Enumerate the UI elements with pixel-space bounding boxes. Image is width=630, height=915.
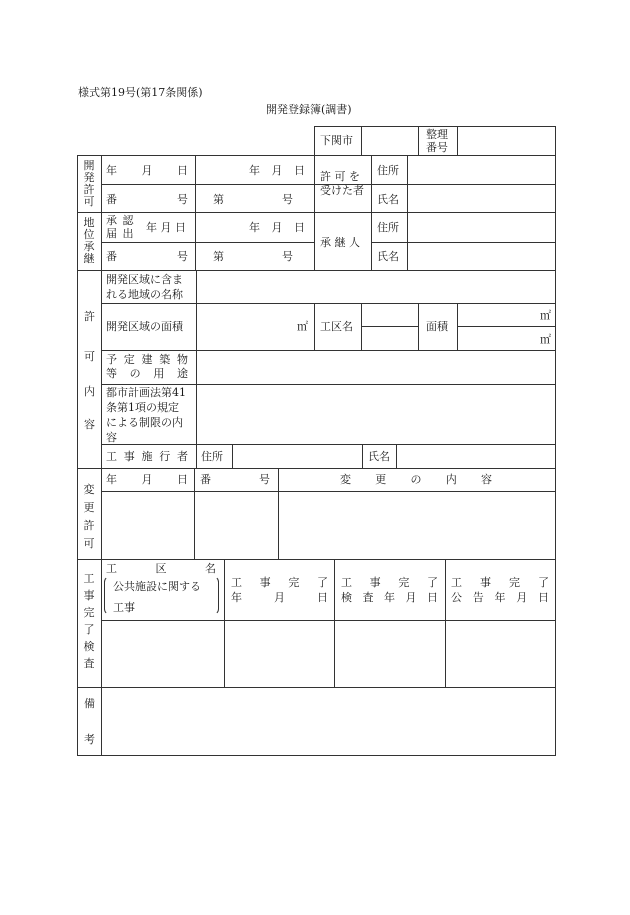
grid-line [101, 242, 314, 243]
contractor-label: 工 事 施 行 者 [106, 450, 188, 463]
law-restriction-field[interactable] [197, 385, 554, 443]
menseki-label: 面積 [426, 320, 448, 333]
law-restriction-label-2: 条第1項の規定 [106, 401, 179, 414]
kyoka-recipient-label: 許 可 を [320, 170, 360, 183]
grid-line [77, 468, 556, 469]
grid-line [77, 559, 556, 560]
grid-line [362, 444, 363, 468]
notice-date-header-2: 公 告 年 月 日 [451, 591, 549, 604]
kyoka-address-field[interactable] [408, 156, 554, 183]
inspection-date-field[interactable] [335, 621, 444, 686]
notice-date-field[interactable] [446, 621, 554, 686]
yotei-field[interactable] [197, 351, 554, 383]
henko-number-field[interactable] [195, 492, 277, 558]
grid-line [195, 155, 196, 270]
henko-content-field[interactable] [279, 492, 554, 558]
grid-line [418, 303, 419, 350]
grid-line [361, 326, 418, 327]
koji-kanryo-label: 工事完了検査 [83, 572, 95, 670]
shokei-date-suffix: 年 月 日 [146, 221, 186, 234]
area-size-unit: ㎡ [297, 320, 308, 333]
public-works-label-2: 工事 [113, 601, 135, 614]
completion-date-header: 工 事 完 了 [231, 576, 328, 589]
completion-date-header-2: 年 月 日 [231, 591, 328, 604]
shokei-date-value: 年 月 日 [249, 221, 305, 234]
shonin-label: 承 認 [106, 214, 135, 227]
kyoka-number-label: 番 号 [106, 193, 188, 206]
kyoka-naiyo-label-4: 容 [84, 418, 95, 431]
successor-address-field[interactable] [408, 213, 554, 241]
henko-content-header: 変 更 の 内 容 [340, 473, 492, 486]
grid-line [371, 155, 372, 270]
contractor-name-field[interactable] [397, 445, 554, 467]
successor-address-label: 住所 [377, 221, 399, 234]
law-restriction-label-4: 容 [106, 431, 117, 444]
completion-date-field[interactable] [225, 621, 333, 686]
bango-label: 番号 [426, 141, 448, 154]
yotei-label-2: 等 の 用 途 [106, 367, 188, 380]
form-number-header: 様式第19号(第17条関係) [78, 86, 203, 99]
successor-name-field[interactable] [408, 243, 554, 269]
kaihatsu-kyoka-label: 開発許可 [83, 159, 95, 208]
kyoka-date-label: 年 月 日 [106, 164, 188, 177]
koku-name-label: 工区名 [320, 320, 353, 333]
notice-date-header: 工 事 完 了 [451, 576, 549, 589]
contractor-address-label: 住所 [201, 450, 223, 463]
menseki-unit-1: ㎡ [540, 309, 551, 322]
kyoka-name-label: 氏名 [377, 193, 399, 206]
todokede-label: 届 出 [106, 227, 135, 240]
kyoka-address-label: 住所 [377, 164, 399, 177]
grid-line [77, 755, 556, 756]
law-restriction-label-3: による制限の内 [106, 416, 183, 429]
seiri-label: 整理 [426, 128, 448, 141]
area-name-label: 開発区域に含ま [106, 273, 183, 286]
biko-field[interactable] [102, 688, 554, 754]
grid-line [77, 155, 78, 755]
grid-line [314, 303, 315, 350]
kyoka-recipient-label-2: 受けた者 [320, 184, 364, 197]
chii-shokei-label: 地位承継 [83, 216, 95, 265]
public-works-label: 公共施設に関する [113, 580, 201, 593]
kyoka-naiyo-label-1: 許 [84, 310, 95, 323]
inspection-date-header: 工 事 完 了 [341, 576, 438, 589]
law-restriction-label-1: 都市計画法第41 [106, 386, 186, 399]
koku-name-field[interactable] [102, 621, 223, 686]
yotei-label: 予 定 建 築 物 [106, 353, 188, 366]
successor-name-label: 氏名 [377, 250, 399, 263]
seiri-number-field[interactable] [458, 127, 554, 154]
shokei-number-value: 第 号 [213, 250, 293, 263]
form-title: 開発登録簿(調書) [266, 103, 352, 116]
grid-line [457, 303, 458, 350]
biko-label: 備 [84, 697, 95, 710]
kyoka-date-value: 年 月 日 [249, 164, 305, 177]
shokei-number-label: 番 号 [106, 250, 188, 263]
grid-line [555, 126, 556, 755]
kyoka-naiyo-label-2: 可 [84, 350, 95, 363]
koku-header: 工 区 名 [106, 562, 216, 575]
city-value-field[interactable] [362, 127, 417, 154]
area-size-label: 開発区域の面積 [106, 320, 183, 333]
menseki-unit-2: ㎡ [540, 333, 551, 346]
inspection-date-header-2: 検 査 年 月 日 [341, 591, 438, 604]
kyoka-naiyo-label-3: 内 [84, 385, 95, 398]
henko-date-field[interactable] [102, 492, 193, 558]
grid-line [418, 126, 419, 155]
area-name-label-2: れる地域の名称 [106, 288, 183, 301]
kyoka-name-field[interactable] [408, 185, 554, 211]
contractor-name-label: 氏名 [368, 450, 390, 463]
grid-line [101, 303, 556, 304]
area-name-field[interactable] [197, 271, 554, 302]
successor-label: 承 継 人 [320, 236, 360, 249]
henko-date-header: 年 月 日 [106, 473, 188, 486]
biko-label-2: 考 [84, 733, 95, 746]
city-label: 下関市 [320, 134, 353, 147]
grid-line [361, 303, 362, 350]
kyoka-number-value: 第 号 [213, 193, 293, 206]
grid-line [314, 126, 315, 270]
henko-kyoka-label: 変更許可 [83, 483, 95, 550]
grid-line [457, 326, 556, 327]
henko-number-header: 番 号 [200, 473, 270, 486]
contractor-address-field[interactable] [233, 445, 361, 467]
